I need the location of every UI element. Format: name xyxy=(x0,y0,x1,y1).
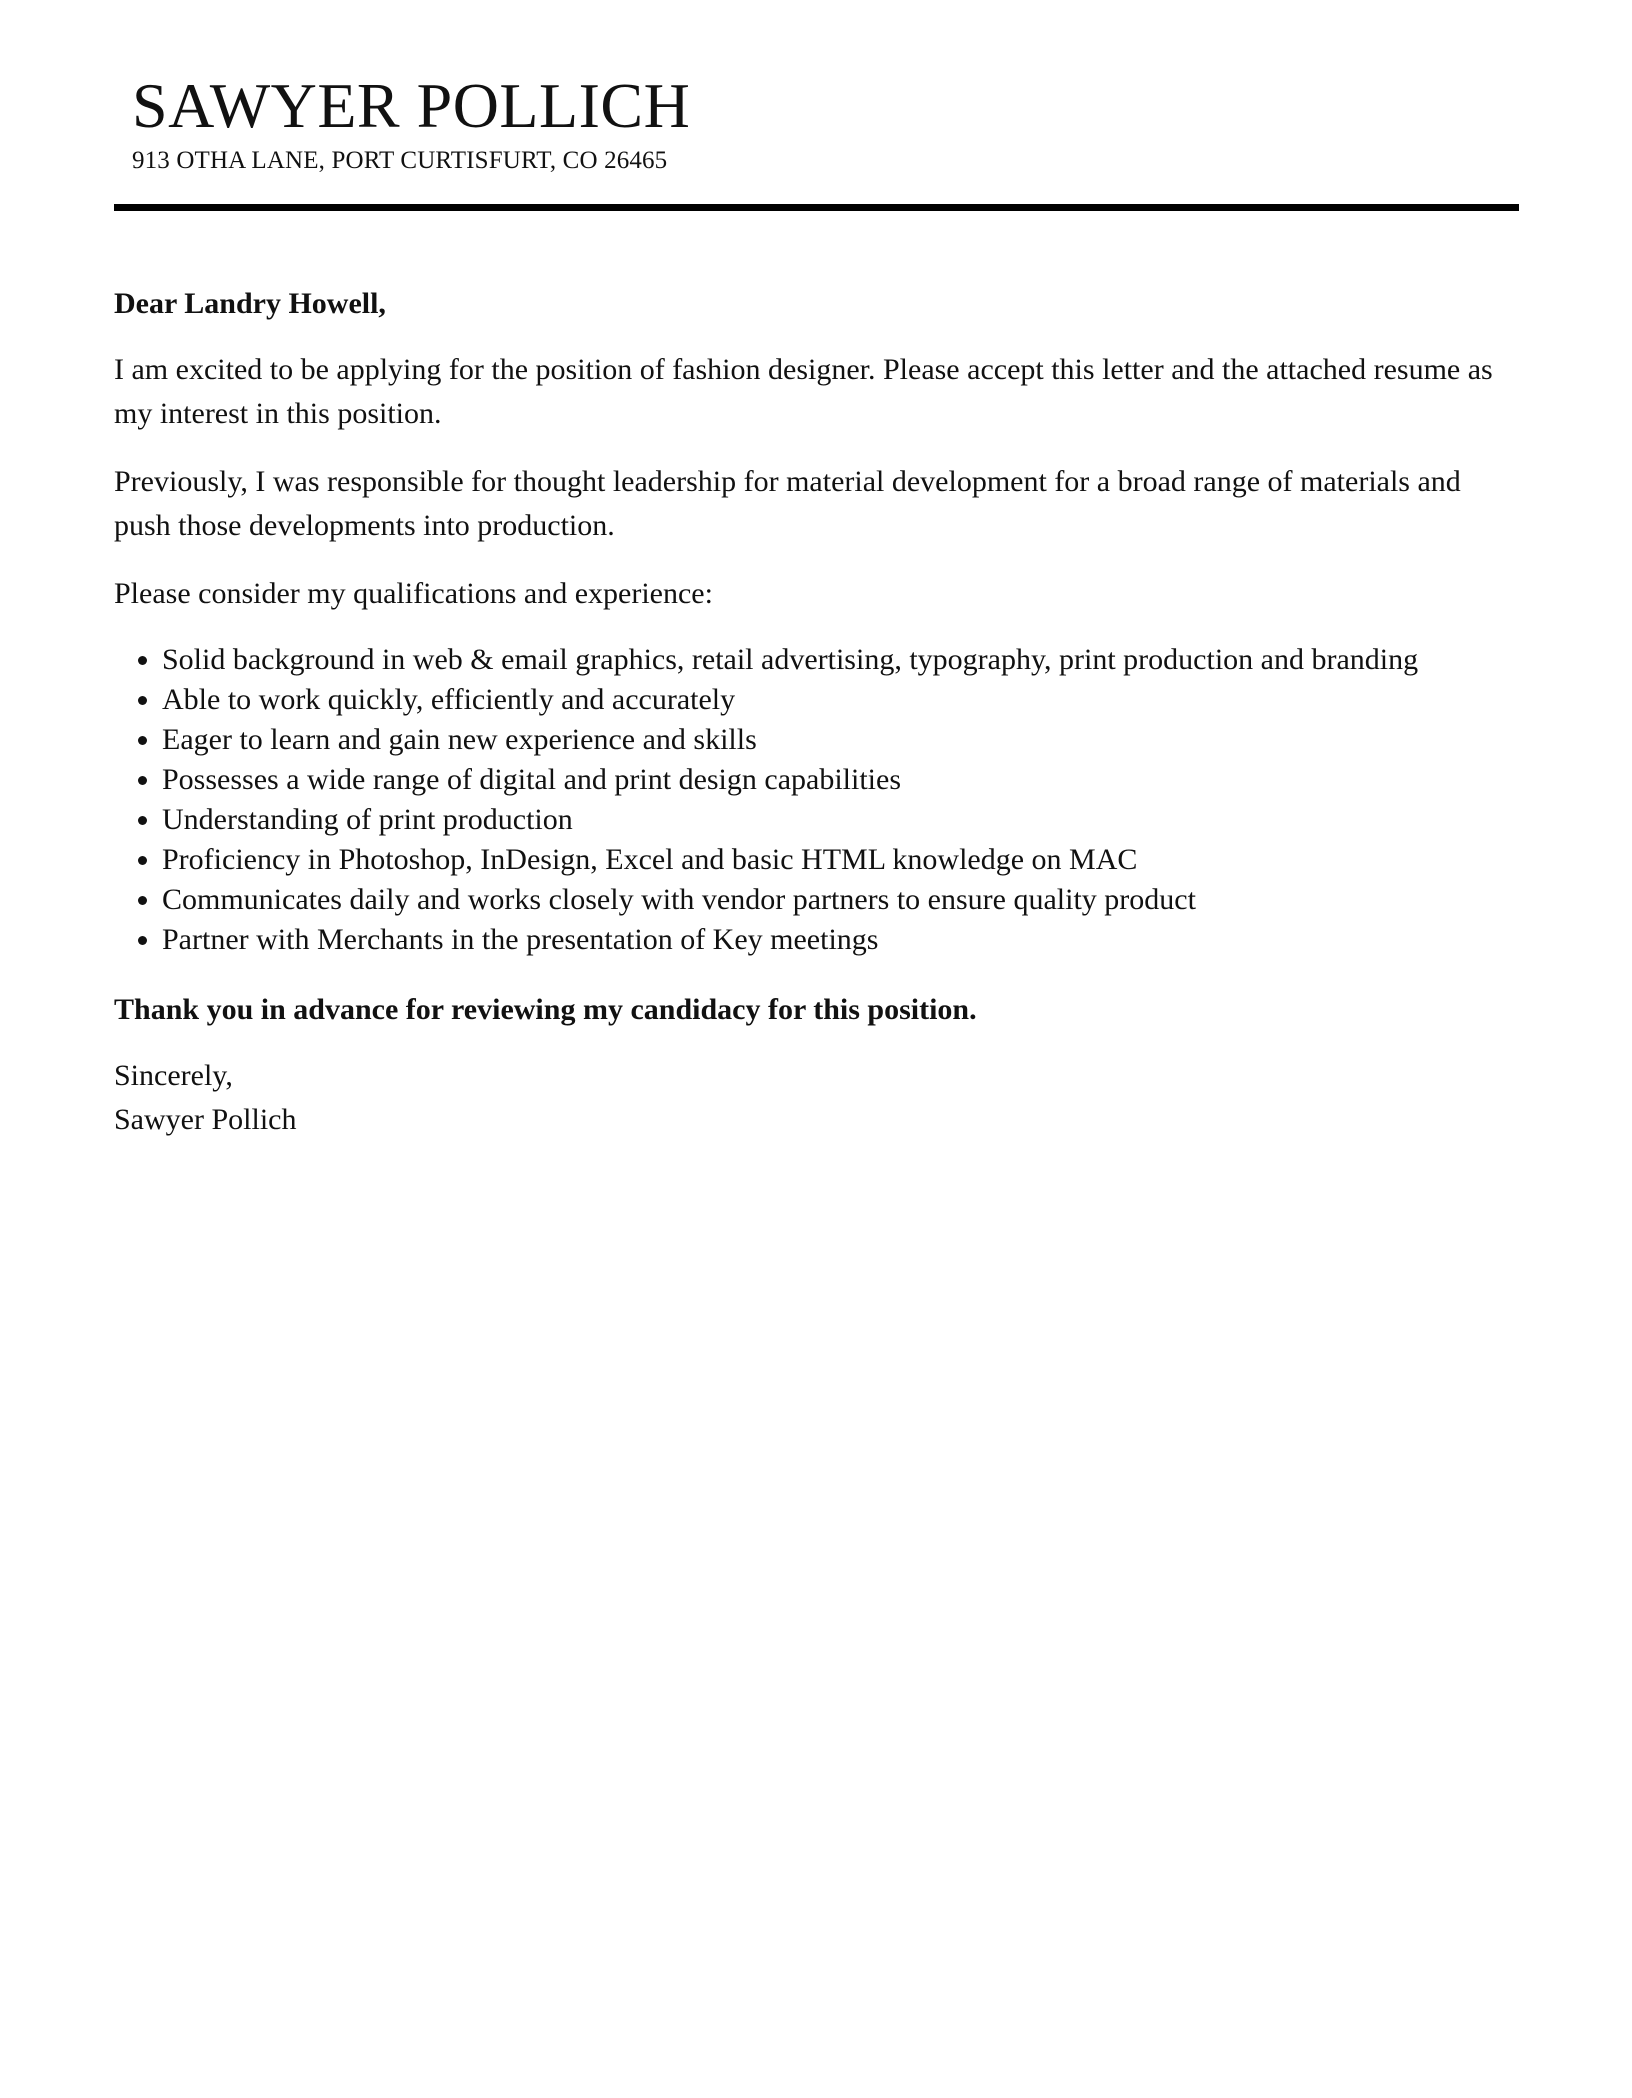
list-item-text: Partner with Merchants in the presentation of Key meetings xyxy=(162,923,879,956)
list-item-text: Understanding of print production xyxy=(162,803,573,836)
list-item-text: Possesses a wide range of digital and print design capabilities xyxy=(162,763,901,796)
list-item-text: Eager to learn and gain new experience and skills xyxy=(162,723,757,756)
experience-paragraph: Previously, I was responsible for thought leadership for material development for a broad range of materials and push those developments into production. xyxy=(114,465,1461,542)
qualifications-intro: Please consider my qualifications and experience: xyxy=(114,577,713,610)
closing-statement: Thank you in advance for reviewing my candidacy for this position. xyxy=(114,993,977,1026)
list-item xyxy=(162,680,1494,720)
signature-name: Sawyer Pollich xyxy=(114,1103,297,1136)
salutation: Dear Landry Howell, xyxy=(114,287,386,320)
sender-name: SAWYER POLLICH xyxy=(132,70,691,141)
list-item xyxy=(162,920,1494,960)
intro-paragraph: I am excited to be applying for the position of fashion designer. Please accept this letter and the attached resume as my interest in this position. xyxy=(114,353,1493,430)
list-item xyxy=(162,800,1494,840)
letter-body xyxy=(114,284,1494,1142)
list-item-text: Proficiency in Photoshop, InDesign, Excel and basic HTML knowledge on MAC xyxy=(162,843,1138,876)
list-item-text: Solid background in web & email graphics, retail advertising, typography, print production and branding xyxy=(162,643,1419,676)
signoff-text: Sincerely, xyxy=(114,1059,233,1092)
qualifications-list xyxy=(114,640,1494,960)
list-item xyxy=(162,640,1494,680)
sender-address: 913 OTHA LANE, PORT CURTISFURT, CO 26465 xyxy=(132,147,668,174)
list-item xyxy=(162,840,1494,880)
list-item-text: Able to work quickly, efficiently and accurately xyxy=(162,683,736,716)
list-item-text: Communicates daily and works closely with vendor partners to ensure quality product xyxy=(162,883,1196,916)
header-divider xyxy=(114,204,1519,211)
signature-block xyxy=(114,1054,1494,1142)
list-item xyxy=(162,880,1494,920)
list-item xyxy=(162,720,1494,760)
list-item xyxy=(162,760,1494,800)
letter-header xyxy=(114,62,1514,212)
